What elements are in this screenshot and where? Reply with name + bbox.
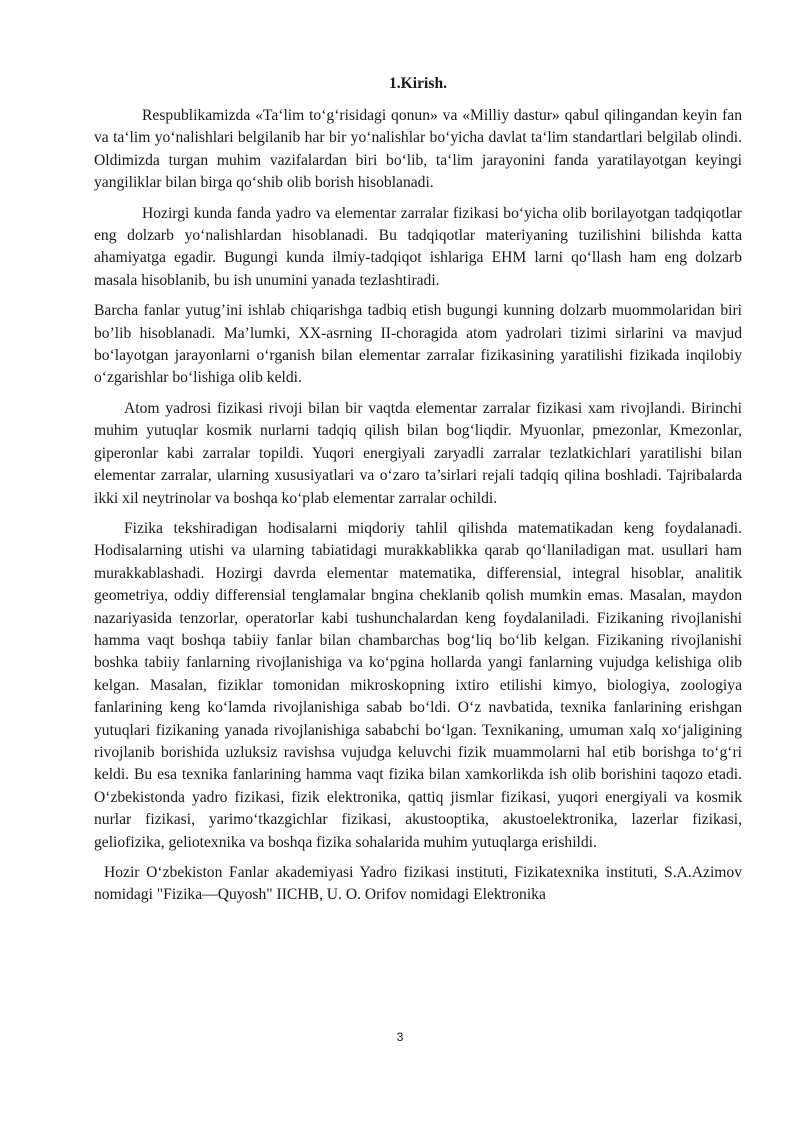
paragraph-institutes: Hozir O‘zbekiston Fanlar akademiyasi Yadro fizikasi instituti, Fizikatexnika instituti, S.A.Azimov nomidagi "Fizika—Quyosh" IICHB, U. O. Orifov nomidagi Elektronika <box>94 864 742 904</box>
paragraph-particles: Atom yadrosi fizikasi rivoji bilan bir vaqtda elementar zarralar fizikasi xam rivojlandi. Birinchi muhim yutuqlar kosmik nurlarni tadqiq qilish bilan bog‘liqdir. Myuonlar, pmezonlar, Kmezonlar, giperonlar kabi zarralar topildi. Yuqori energiyali zaryadli zarralar tezlatkichlari yaratilishi bilan elementar zarralar, ularning xususiyatlari va o‘zaro ta’sirlari rejali tadqiq qilina boshladi. Tajribalarda ikki xil neytrinolar va boshqa ko‘plab elementar zarralar ochildi. <box>94 399 742 507</box>
paragraph-research: Hozirgi kunda fanda yadro va elementar zarralar fizikasi bo‘yicha olib borilayotgan tadqiqotlar eng dolzarb yo‘nalishlardan hisoblanadi. Bu tadqiqotlar materiyaning tuzilishini bilishda katta ahamiyatga egadir. Bugungi kunda ilmiy-tadqiqot ishlariga EHM larni qo‘llash ham eng dolzarb masala hisoblanib, bu ish unumini yanada tezlashtiradi. <box>94 204 742 289</box>
paragraph-intro: Respublikamizda «Ta‘lim to‘g‘risidagi qonun» va «Milliy dastur» qabul qilingandan keyin fan va ta‘lim yo‘nalishlari belgilanib har bir yo‘nalishlar bo‘yicha davlat ta‘lim standartlari belgilab olindi. Oldimizda turgan muhim vazifalardan biri bo‘lib, ta‘lim jarayonini fanda yaratilayotgan keyingi yangiliklar bilan birga qo‘shib olib borish hisoblanadi. <box>94 107 742 192</box>
paragraph-history: Barcha fanlar yutug’ini ishlab chiqarishga tadbiq etish bugungi kunning dolzarb muommolaridan biri bo’lib hisoblanadi. Ma’lumki, XX-asrning II-choragida atom yadrolari tizimi sirlarini va mavjud bo‘layotgan jarayonlarni o‘rganish bilan elementar zarralar fizikasining yaratilishi fizikada inqilobiy o‘zgarishlar bo‘lishiga olib keldi. <box>94 302 742 387</box>
paragraph-mathematics: Fizika tekshiradigan hodisalarni miqdoriy tahlil qilishda matematikadan keng foydalanadi. Hodisalarning utishi va ularning tabiatidagi murakkablikka qarab qo‘llaniladigan mat. usullari ham murakkablashadi. Hozirgi davrda elementar matematika, differensial, integral hisoblar, analitik geometriya, oddiy differensial tenglamalar bngina cheklanib qolish mumkin emas. Masalan, maydon nazariyasida tenzorlar, operatorlar kabi tushunchalardan keng foydalaniladi. Fizikaning rivojlanishi hamma vaqt boshqa tabiiy fanlar bilan chambarchas bog‘liq bo‘lib kelgan. Fizikaning rivojlanishi boshka tabiiy fanlarning rivojlanishiga va ko‘pgina hollarda yangi fanlarning vujudga kelishiga olib kelgan. Masalan, fiziklar tomonidan mikroskopning ixtiro etilishi kimyo, biologiya, zoologiya fanlarining keng ko‘lamda rivojlanishiga sabab bo‘ldi. O‘z navbatida, texnika fanlarining erishgan yutuqlari fizikaning yanada rivojlanishiga sababchi bo‘lgan. Texnikaning, umuman xalq xo‘jaligining rivojlanib borishida uzluksiz ravishsa vujudga keluvchi fizik muammolarni hal etib borishga to‘g‘ri keldi. Bu esa texnika fanlarining hamma vaqt fizika bilan xamkorlikda ish olib borishini taqozo etadi. O‘zbekistonda yadro fizikasi, fizik elektronika, qattiq jismlar fizikasi, yuqori energiyali va kosmik nurlar fizikasi, yarimo‘tkazgichlar fizikasi, akustooptika, akustoelektronika, lazerlar fizikasi, geliofizika, geliotexnika va boshqa fizika sohalarida muhim yutuqlarga erishildi. <box>94 519 742 851</box>
section-heading: 1.Kirish. <box>388 75 448 92</box>
page-number: 3 <box>396 1030 404 1044</box>
page-content <box>94 73 742 907</box>
